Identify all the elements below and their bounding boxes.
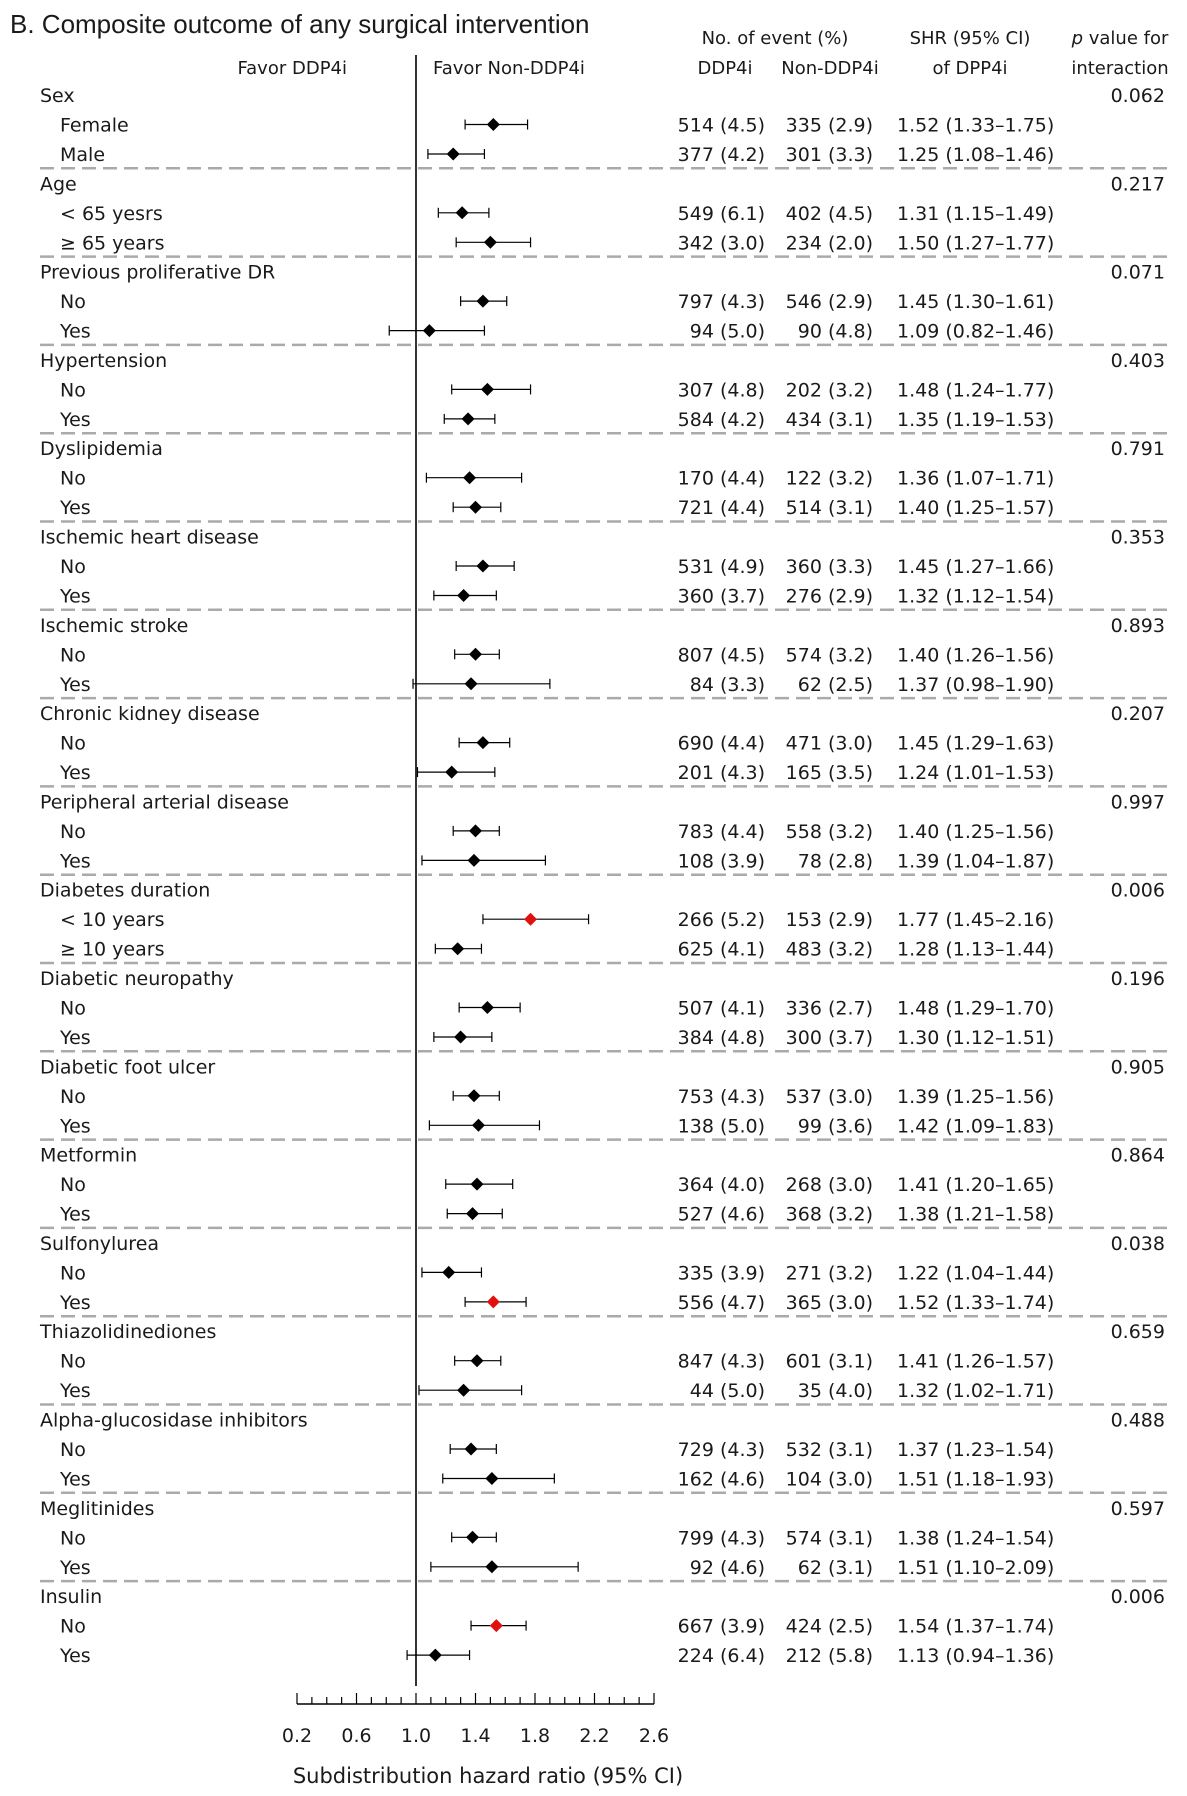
ddp4i-events: 364 (4.0) [677, 1174, 765, 1197]
non-ddp4i-events: 335 (2.9) [785, 114, 873, 137]
ddp4i-column-header: DDP4i [697, 58, 753, 79]
ddp4i-events: 377 (4.2) [677, 144, 765, 166]
p-value-dyslipidemia: 0.791 [1110, 438, 1165, 461]
estimate-marker [470, 1178, 483, 1191]
p-value-age: 0.217 [1110, 173, 1165, 196]
group-label-sulfonylurea: Sulfonylurea [40, 1232, 160, 1255]
shr-value: 1.40 (1.25–1.56) [897, 820, 1055, 843]
non-ddp4i-events: 402 (4.5) [785, 202, 873, 225]
estimate-marker [465, 1443, 478, 1456]
subgroup-label: Yes [60, 850, 91, 873]
shr-value: 1.45 (1.30–1.61) [897, 291, 1055, 314]
shr-value: 1.30 (1.12–1.51) [897, 1027, 1055, 1049]
x-axis-label: Subdistribution hazard ratio (95% CI) [292, 1764, 684, 1788]
shr-value: 1.22 (1.04–1.44) [897, 1262, 1055, 1285]
ddp4i-events: 729 (4.3) [677, 1439, 765, 1461]
ddp4i-events: 527 (4.6) [677, 1203, 765, 1226]
x-tick-label: 0.6 [341, 1725, 372, 1747]
group-label-peripheral-arterial-disease: Peripheral arterial disease [40, 791, 289, 814]
shr-value: 1.37 (0.98–1.90) [897, 673, 1055, 696]
ddp4i-events: 549 (6.1) [677, 202, 765, 225]
group-label-alpha-glucosidase-inhibitors: Alpha-glucosidase inhibitors [40, 1409, 308, 1432]
non-ddp4i-events: 165 (3.5) [785, 762, 873, 785]
p-value-header-line1 [1071, 28, 1169, 49]
estimate-marker [442, 1266, 455, 1279]
shr-value: 1.37 (1.23–1.54) [897, 1439, 1055, 1461]
p-value-diabetes-duration: 0.006 [1110, 879, 1165, 902]
subgroup-label: No [60, 1085, 86, 1108]
ddp4i-events: 721 (4.4) [677, 497, 765, 520]
subgroup-label: No [60, 1350, 86, 1373]
shr-value: 1.31 (1.15–1.49) [897, 202, 1055, 225]
subgroup-label: Yes [60, 1027, 91, 1049]
ddp4i-events: 94 (5.0) [689, 320, 765, 343]
non-ddp4i-events: 271 (3.2) [785, 1262, 873, 1285]
subgroup-label: No [60, 1527, 86, 1550]
estimate-marker-highlight [524, 913, 537, 926]
estimate-marker [447, 148, 460, 161]
subgroup-label: No [60, 1439, 86, 1461]
estimate-marker [472, 1119, 485, 1132]
shr-value: 1.24 (1.01–1.53) [897, 762, 1055, 785]
group-label-previous-proliferative-dr: Previous proliferative DR [40, 261, 276, 284]
subgroup-label: Yes [60, 1645, 91, 1668]
group-label-meglitinides: Meglitinides [40, 1497, 155, 1520]
estimate-marker [451, 942, 464, 955]
ddp4i-events: 807 (4.5) [677, 644, 765, 667]
subgroup-label: Yes [60, 497, 91, 520]
ddp4i-events: 360 (3.7) [677, 585, 765, 608]
subgroup-label: No [60, 732, 86, 755]
estimate-marker [423, 324, 436, 337]
estimate-marker [476, 295, 489, 308]
subgroup-label: No [60, 467, 86, 490]
p-value-sex: 0.062 [1110, 85, 1165, 107]
group-label-age: Age [40, 173, 77, 196]
shr-value: 1.13 (0.94–1.36) [897, 1645, 1055, 1668]
non-ddp4i-events: 537 (3.0) [785, 1085, 873, 1108]
estimate-marker [429, 1649, 442, 1662]
x-axis [282, 1693, 669, 1747]
shr-value: 1.77 (1.45–2.16) [897, 909, 1055, 932]
shr-value: 1.42 (1.09–1.83) [897, 1115, 1055, 1138]
subgroup-label: Male [60, 144, 106, 166]
non-ddp4i-events: 471 (3.0) [785, 732, 873, 755]
x-tick-label: 0.2 [281, 1725, 313, 1747]
x-tick-label: 1.0 [400, 1725, 432, 1747]
p-value-sulfonylurea: 0.038 [1110, 1232, 1165, 1255]
non-ddp4i-events: 35 (4.0) [797, 1380, 873, 1403]
estimate-marker [469, 648, 482, 661]
subgroup-label: Yes [60, 1556, 91, 1579]
ddp4i-events: 84 (3.3) [689, 673, 765, 696]
group-label-sex: Sex [40, 85, 75, 107]
p-value-header-line2: interaction [1071, 58, 1169, 79]
shr-value: 1.39 (1.25–1.56) [897, 1085, 1055, 1108]
ddp4i-events: 335 (3.9) [677, 1262, 765, 1285]
group-label-ischemic-heart-disease: Ischemic heart disease [40, 526, 259, 549]
subgroup-label: Yes [60, 1468, 91, 1491]
shr-value: 1.41 (1.20–1.65) [897, 1174, 1055, 1197]
non-ddp4i-events: 365 (3.0) [785, 1291, 873, 1314]
events-header: No. of event (%) [701, 28, 849, 49]
estimate-marker [468, 854, 481, 867]
non-ddp4i-events: 483 (3.2) [785, 938, 873, 961]
shr-value: 1.48 (1.24–1.77) [897, 379, 1055, 402]
ddp4i-events: 224 (6.4) [677, 1645, 765, 1668]
estimate-marker-highlight [487, 1295, 500, 1308]
p-value-diabetic-neuropathy: 0.196 [1110, 968, 1165, 990]
shr-value: 1.35 (1.19–1.53) [897, 408, 1055, 431]
estimate-marker [468, 1089, 481, 1102]
non-ddp4i-events: 424 (2.5) [785, 1615, 873, 1638]
ddp4i-events: 162 (4.6) [677, 1468, 765, 1491]
non-ddp4i-events: 601 (3.1) [785, 1350, 873, 1373]
subgroup-label: Yes [60, 320, 91, 343]
estimate-marker [481, 383, 494, 396]
subgroup-label: Yes [60, 585, 91, 608]
chart-title: B. Composite outcome of any surgical intervention [10, 9, 590, 39]
p-value-hypertension: 0.403 [1110, 349, 1165, 372]
p-value-diabetic-foot-ulcer: 0.905 [1110, 1056, 1165, 1079]
group-label-diabetic-neuropathy: Diabetic neuropathy [40, 968, 234, 990]
subgroup-label: ≥ 10 years [60, 938, 165, 961]
ddp4i-events: 307 (4.8) [677, 379, 765, 402]
p-value-previous-proliferative-dr: 0.071 [1110, 261, 1165, 284]
shr-value: 1.52 (1.33–1.74) [897, 1291, 1055, 1314]
ddp4i-events: 667 (3.9) [677, 1615, 765, 1638]
estimate-marker [445, 766, 458, 779]
non-ddp4i-events: 276 (2.9) [785, 585, 873, 608]
ddp4i-events: 514 (4.5) [677, 114, 765, 137]
shr-value: 1.45 (1.29–1.63) [897, 732, 1055, 755]
non-ddp4i-events: 234 (2.0) [785, 232, 873, 255]
group-label-hypertension: Hypertension [40, 349, 168, 372]
shr-value: 1.39 (1.04–1.87) [897, 850, 1055, 873]
estimate-marker [485, 1472, 498, 1485]
ddp4i-events: 783 (4.4) [677, 820, 765, 843]
subgroup-label: Female [60, 114, 129, 137]
estimate-marker [484, 236, 497, 249]
subgroup-label: No [60, 556, 86, 578]
shr-value: 1.48 (1.29–1.70) [897, 997, 1055, 1020]
subgroup-label: < 65 yesrs [60, 202, 163, 225]
ddp4i-events: 201 (4.3) [677, 762, 765, 785]
subgroup-label: No [60, 379, 86, 402]
subgroup-label: No [60, 1262, 86, 1285]
estimate-marker [463, 471, 476, 484]
non-ddp4i-events: 360 (3.3) [785, 556, 873, 578]
subgroup-label: Yes [60, 1203, 91, 1226]
estimate-marker [457, 1384, 470, 1397]
p-value-insulin: 0.006 [1110, 1586, 1165, 1609]
non-ddp4i-events: 514 (3.1) [785, 497, 873, 520]
shr-value: 1.38 (1.21–1.58) [897, 1203, 1055, 1226]
p-value-ischemic-heart-disease: 0.353 [1110, 526, 1165, 549]
non-ddp4i-events: 62 (2.5) [797, 673, 873, 696]
non-ddp4i-events: 99 (3.6) [797, 1115, 873, 1138]
estimate-marker [481, 1001, 494, 1014]
ddp4i-events: 625 (4.1) [677, 938, 765, 961]
subgroup-label: No [60, 291, 86, 314]
estimate-marker [457, 589, 470, 602]
subgroup-label: No [60, 820, 86, 843]
subgroup-label: No [60, 644, 86, 667]
x-tick-label: 2.6 [638, 1725, 670, 1747]
non-ddp4i-events: 532 (3.1) [785, 1439, 873, 1461]
non-ddp4i-events: 434 (3.1) [785, 408, 873, 431]
non-ddp4i-column-header: Non-DDP4i [781, 58, 879, 79]
ddp4i-events: 170 (4.4) [677, 467, 765, 490]
shr-value: 1.40 (1.25–1.57) [897, 497, 1055, 520]
non-ddp4i-events: 558 (3.2) [785, 820, 873, 843]
favor-left-label: Favor DDP4i [237, 58, 347, 79]
estimate-marker [469, 501, 482, 514]
subgroup-label: Yes [60, 408, 91, 431]
estimate-marker-highlight [490, 1619, 503, 1632]
shr-value: 1.45 (1.27–1.66) [897, 556, 1055, 578]
non-ddp4i-events: 574 (3.1) [785, 1527, 873, 1550]
p-value-chronic-kidney-disease: 0.207 [1110, 703, 1165, 726]
non-ddp4i-events: 62 (3.1) [797, 1556, 873, 1579]
p-italic: p [1071, 28, 1084, 49]
ddp4i-events: 44 (5.0) [689, 1380, 765, 1403]
ddp4i-events: 507 (4.1) [677, 997, 765, 1020]
x-tick-label: 1.8 [519, 1725, 551, 1747]
shr-value: 1.32 (1.02–1.71) [897, 1380, 1055, 1403]
shr-value: 1.32 (1.12–1.54) [897, 585, 1055, 608]
non-ddp4i-events: 104 (3.0) [785, 1468, 873, 1491]
ddp4i-events: 799 (4.3) [677, 1527, 765, 1550]
group-label-diabetes-duration: Diabetes duration [40, 879, 211, 902]
subgroup-label: < 10 years [60, 909, 165, 932]
ddp4i-events: 531 (4.9) [677, 556, 765, 578]
shr-value: 1.40 (1.26–1.56) [897, 644, 1055, 667]
estimate-marker [456, 206, 469, 219]
estimate-marker [469, 824, 482, 837]
favor-right-label: Favor Non-DDP4i [433, 58, 585, 79]
p-value-meglitinides: 0.597 [1110, 1497, 1165, 1520]
estimate-marker [462, 412, 475, 425]
ddp4i-events: 342 (3.0) [677, 232, 765, 255]
shr-header-line1: SHR (95% CI) [909, 28, 1031, 49]
group-label-metformin: Metformin [40, 1144, 138, 1167]
ddp4i-events: 753 (4.3) [677, 1085, 765, 1108]
estimate-marker [465, 677, 478, 690]
subgroup-label: Yes [60, 1380, 91, 1403]
shr-value: 1.38 (1.24–1.54) [897, 1527, 1055, 1550]
subgroup-label: Yes [60, 1291, 91, 1314]
group-label-ischemic-stroke: Ischemic stroke [40, 614, 189, 637]
non-ddp4i-events: 336 (2.7) [785, 997, 873, 1020]
group-label-insulin: Insulin [40, 1586, 103, 1609]
shr-value: 1.25 (1.08–1.46) [897, 144, 1055, 166]
non-ddp4i-events: 212 (5.8) [785, 1645, 873, 1668]
non-ddp4i-events: 122 (3.2) [785, 467, 873, 490]
forest-rows [39, 55, 1167, 1686]
subgroup-label: No [60, 997, 86, 1020]
estimate-marker [485, 1560, 498, 1573]
estimate-marker [476, 560, 489, 573]
estimate-marker [466, 1531, 479, 1544]
ddp4i-events: 108 (3.9) [677, 850, 765, 873]
shr-value: 1.52 (1.33–1.75) [897, 114, 1055, 137]
non-ddp4i-events: 546 (2.9) [785, 291, 873, 314]
shr-value: 1.51 (1.18–1.93) [897, 1468, 1055, 1491]
non-ddp4i-events: 78 (2.8) [797, 850, 873, 873]
ddp4i-events: 384 (4.8) [677, 1027, 765, 1049]
group-label-thiazolidinediones: Thiazolidinediones [40, 1321, 217, 1344]
x-tick-label: 2.2 [579, 1725, 610, 1747]
shr-value: 1.50 (1.27–1.77) [897, 232, 1055, 255]
ddp4i-events: 266 (5.2) [677, 909, 765, 932]
estimate-marker [454, 1031, 467, 1044]
group-label-diabetic-foot-ulcer: Diabetic foot ulcer [40, 1056, 216, 1079]
estimate-marker [466, 1207, 479, 1220]
p-value-metformin: 0.864 [1110, 1144, 1165, 1167]
subgroup-label: Yes [60, 673, 91, 696]
p-header-rest: value for [1083, 28, 1169, 49]
subgroup-label: ≥ 65 years [60, 232, 165, 255]
non-ddp4i-events: 202 (3.2) [785, 379, 873, 402]
shr-value: 1.54 (1.37–1.74) [897, 1615, 1055, 1638]
non-ddp4i-events: 368 (3.2) [785, 1203, 873, 1226]
ddp4i-events: 797 (4.3) [677, 291, 765, 314]
ddp4i-events: 92 (4.6) [689, 1556, 765, 1579]
p-value-peripheral-arterial-disease: 0.997 [1110, 791, 1165, 814]
shr-value: 1.09 (0.82–1.46) [897, 320, 1055, 343]
non-ddp4i-events: 574 (3.2) [785, 644, 873, 667]
non-ddp4i-events: 300 (3.7) [785, 1027, 873, 1049]
group-label-chronic-kidney-disease: Chronic kidney disease [40, 703, 260, 726]
ddp4i-events: 556 (4.7) [677, 1291, 765, 1314]
estimate-marker [487, 118, 500, 131]
non-ddp4i-events: 153 (2.9) [785, 909, 873, 932]
subgroup-label: No [60, 1615, 86, 1638]
p-value-ischemic-stroke: 0.893 [1110, 614, 1165, 637]
shr-value: 1.41 (1.26–1.57) [897, 1350, 1055, 1373]
subgroup-label: Yes [60, 762, 91, 785]
ddp4i-events: 584 (4.2) [677, 408, 765, 431]
subgroup-label: No [60, 1174, 86, 1197]
non-ddp4i-events: 90 (4.8) [797, 320, 873, 343]
shr-header-line2: of DPP4i [932, 58, 1008, 79]
p-value-thiazolidinediones: 0.659 [1110, 1321, 1165, 1344]
non-ddp4i-events: 268 (3.0) [785, 1174, 873, 1197]
shr-value: 1.36 (1.07–1.71) [897, 467, 1055, 490]
ddp4i-events: 690 (4.4) [677, 732, 765, 755]
p-value-alpha-glucosidase-inhibitors: 0.488 [1110, 1409, 1165, 1432]
group-label-dyslipidemia: Dyslipidemia [40, 438, 163, 461]
estimate-marker [470, 1354, 483, 1367]
shr-value: 1.28 (1.13–1.44) [897, 938, 1055, 961]
ddp4i-events: 847 (4.3) [677, 1350, 765, 1373]
x-tick-label: 1.4 [460, 1725, 491, 1747]
shr-value: 1.51 (1.10–2.09) [897, 1556, 1055, 1579]
ddp4i-events: 138 (5.0) [677, 1115, 765, 1138]
estimate-marker [476, 736, 489, 749]
subgroup-label: Yes [60, 1115, 91, 1138]
non-ddp4i-events: 301 (3.3) [785, 144, 873, 166]
